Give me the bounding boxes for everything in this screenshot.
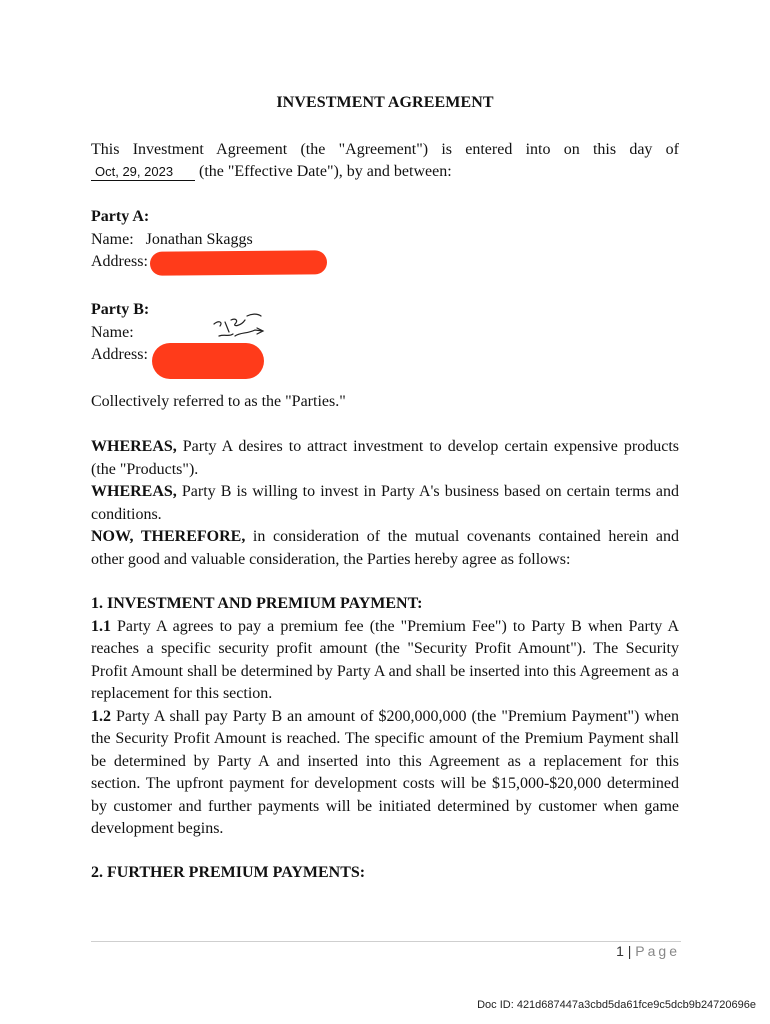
page-word: Page [635,943,680,959]
doc-id: Doc ID: 421d687447a3cbd5da61fce9c5dcb9b24720696e [477,999,756,1011]
clause-1-2 [91,706,679,841]
signature-icon [211,310,271,344]
party-b-address-redaction [152,343,264,379]
party-b-name-row [91,322,679,345]
party-b-name-label: Name: [91,323,134,341]
recital-1-text: Party A desires to attract investment to develop certain expensive products (the "Products"). [91,438,679,478]
intro-line-1 [91,139,679,162]
recitals [91,436,679,571]
effective-date-field[interactable]: Oct, 29, 2023 [91,164,195,181]
section-2-heading: 2. FURTHER PREMIUM PAYMENTS: [91,864,366,881]
footer-divider [91,941,681,942]
collective-line: Collectively referred to as the "Parties." [91,393,346,410]
party-a-address-redaction [150,250,327,276]
recital-3-text: in consideration of the mutual covenants contained herein and other good and valuable consideration, the Parties hereby agree as follows: [91,528,679,568]
document-title: INVESTMENT AGREEMENT [276,94,494,111]
party-a-address-label: Address: [91,253,148,270]
party-a-name-label: Name: [91,230,134,248]
party-a-name-value: Jonathan Skaggs [145,230,253,248]
recital-3 [91,526,679,571]
party-b-address-label: Address: [91,346,148,363]
recital-3-lead: NOW, THEREFORE, [91,528,246,545]
clause-1-1-text: Party A agrees to pay a premium fee (the "Premium Fee") to Party B when Party A reaches a specific security profit amount (the "Security Profit Amount"). The Security Profit Amount shall be determined by Party A and shall be inserted into this Agreement as a replacement for this section. [91,617,679,702]
clause-1-2-text: Party A shall pay Party B an amount of $200,000,000 (the "Premium Payment") when the Security Profit Amount is reached. The specific amount of the Premium Payment shall be determined by Party A and inserted into this Agreement as a replacement for this section. The upfront payment for development costs will be $15,000-$20,000 determined by customer and further payments will be initiated determined by customer when game development begins. [91,707,679,837]
party-b-heading: Party B: [91,301,150,318]
clause-1-1-number: 1.1 [91,617,111,635]
intro-line-2 [91,161,679,184]
clause-1-1 [91,616,679,706]
party-a-heading: Party A: [91,208,150,225]
section-1-heading: 1. INVESTMENT AND PREMIUM PAYMENT: [91,595,423,612]
party-a-name-row [91,229,679,252]
page-number [616,943,680,959]
recital-2-text: Party B is willing to invest in Party A's business based on certain terms and conditions. [91,483,679,523]
recital-1-lead: WHEREAS, [91,438,177,455]
page-number-separator: | [627,943,632,959]
clause-1-2-number: 1.2 [91,707,111,725]
recital-2 [91,481,679,526]
intro-text: This Investment Agreement (the "Agreement") is entered into on this day of [91,141,679,158]
recital-2-lead: WHEREAS, [91,483,177,500]
page-number-value: 1 [616,943,624,959]
intro-text-2: (the "Effective Date"), by and between: [199,163,452,180]
recital-1 [91,436,679,481]
section-1 [91,593,679,841]
